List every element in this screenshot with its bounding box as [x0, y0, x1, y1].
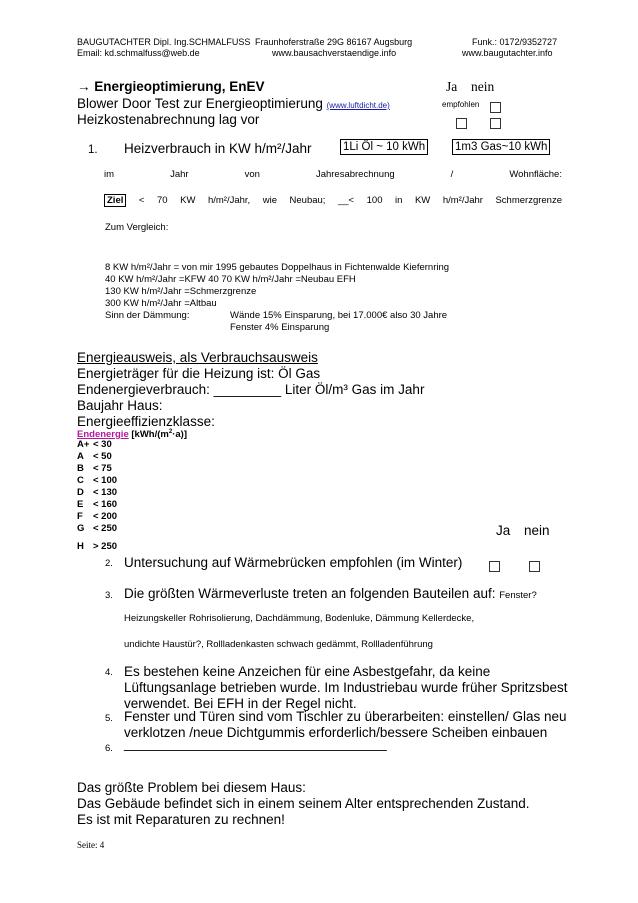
item-6-blank: ___________________________________ — [124, 736, 387, 751]
header-phone: Funk.: 0172/9352727 — [472, 37, 558, 47]
daemmung-fenster: Fenster 4% Einsparung — [230, 322, 330, 333]
waermebruecken-nein-checkbox[interactable] — [529, 558, 540, 576]
scale-class: F — [77, 511, 83, 522]
summary-line-2: Das Gebäude befindet sich in einem seinem Alter entsprechenden Zustand. — [77, 796, 530, 811]
word: im — [104, 169, 115, 180]
item-6-number: 6. — [105, 743, 113, 754]
unit-end: ·a)] — [172, 429, 187, 441]
waermebruecken-ja-checkbox[interactable] — [489, 558, 500, 576]
word: h/m²/Jahr, — [207, 195, 251, 206]
word: Neubau; — [289, 195, 326, 206]
nein-label: nein — [524, 523, 550, 538]
scale-row — [77, 439, 277, 451]
scale-class: H — [77, 541, 84, 552]
item-3-detail-2: undichte Haustür?, Rollladenkasten schwach gedämmt, Rollladenführung — [124, 639, 433, 650]
empfohlen-label: empfohlen — [442, 100, 480, 109]
word: von — [244, 169, 260, 180]
scale-value: < 100 — [93, 475, 118, 486]
item-2-text: Untersuchung auf Wärmebrücken empfohlen (im Winter) — [124, 555, 463, 570]
scale-value: < 130 — [93, 487, 118, 498]
ziel-label: Ziel — [104, 194, 126, 207]
daemmung-waende: Wände 15% Einsparung, bei 17.000€ also 30 Jahre — [230, 310, 448, 321]
item-1-number: 1. — [88, 144, 98, 156]
ziel-line — [104, 194, 562, 207]
item-3-number: 3. — [105, 590, 113, 601]
scale-value: > 250 — [93, 541, 118, 552]
scale-row — [77, 463, 277, 475]
scale-class: G — [77, 523, 85, 534]
endenergieverbrauch-line: Endenergieverbrauch: _________ Liter Öl/m³ Gas im Jahr — [77, 382, 425, 397]
item-5-number: 5. — [105, 713, 113, 724]
scale-class: E — [77, 499, 84, 510]
heizverbrauch-label: Heizverbrauch in KW h/m²/Jahr — [124, 141, 312, 156]
scale-class: C — [77, 475, 84, 486]
word: h/m²/Jahr — [442, 195, 483, 206]
energieausweis-title: Energieausweis, als Verbrauchsausweis — [77, 350, 318, 365]
unit-sup: 2 — [168, 429, 173, 435]
scale-row — [77, 499, 277, 511]
scale-row — [77, 541, 277, 553]
scale-class: A — [77, 451, 84, 462]
page-number: Seite: 4 — [77, 840, 105, 850]
comparison-line: 130 KW h/m²/Jahr =Schmerzgrenze — [105, 286, 257, 297]
comparison-line: 300 KW h/m²/Jahr =Altbau — [105, 298, 217, 309]
heizkosten-ja-checkbox[interactable] — [456, 115, 467, 133]
item-4-line-1: Es bestehen keine Anzeichen für eine Asbestgefahr, da keine — [124, 664, 491, 679]
header-company: BAUGUTACHTER Dipl. Ing.SCHMALFUSS — [77, 37, 251, 47]
gas-box: 1m3 Gas~10 kWh — [452, 139, 550, 155]
unit-text: [kWh/(m — [131, 429, 169, 441]
endenergie-link[interactable]: Endenergie — [77, 429, 129, 441]
word: 100 — [366, 195, 383, 206]
scale-value: < 30 — [93, 439, 112, 450]
word: __< — [337, 195, 355, 206]
item-4-line-2: Lüftungsanlage betrieben wurde. Im Industriebau wurde früher Spritzsbest — [124, 680, 568, 695]
word: / — [450, 169, 454, 180]
scale-row — [77, 487, 277, 499]
vergleich-label: Zum Vergleich: — [105, 222, 169, 233]
scale-row — [77, 511, 277, 523]
effizienzklasse-line: Energieeffizienzklasse: — [77, 414, 215, 429]
item-5-line-2: verklotzen /neue Dichtgummis erforderlich/bessere Scheiben einbauen — [124, 725, 548, 740]
header-website-mid: www.bausachverstaendige.info — [272, 48, 397, 58]
heizkosten-text: Heizkostenabrechnung lag vor — [77, 112, 260, 127]
energietraeger-line: Energieträger für die Heizung ist: Öl Gas — [77, 366, 321, 381]
comparison-line: 40 KW h/m²/Jahr =KFW 40 70 KW h/m²/Jahr =Neubau EFH — [105, 274, 356, 285]
scale-value: < 250 — [93, 523, 118, 534]
word: Schmerzgrenze — [495, 195, 562, 206]
header-email: Email: kd.schmalfuss@web.de — [77, 48, 200, 58]
scale-row — [77, 523, 277, 535]
blower-door-text: Blower Door Test zur Energieoptimierung — [77, 96, 323, 111]
section-title-energieoptimierung: → Energieoptimierung, EnEV — [77, 79, 265, 94]
oel-box: 1Li Öl ~ 10 kWh — [340, 139, 428, 155]
luftdicht-link[interactable]: (www.luftdicht.de) — [326, 101, 390, 110]
scale-class: B — [77, 463, 84, 474]
scale-class: D — [77, 487, 84, 498]
header-address: Fraunhoferstraße 29G 86167 Augsburg — [255, 37, 413, 47]
word: KW — [180, 195, 196, 206]
ja-label: Ja — [496, 523, 511, 538]
abrechnung-line — [104, 169, 562, 180]
scale-value: < 75 — [93, 463, 112, 474]
word: < — [138, 195, 145, 206]
nein-label: nein — [471, 79, 495, 94]
word: 70 — [157, 195, 168, 206]
word: wie — [262, 195, 277, 206]
word: Jahr — [170, 169, 189, 180]
ja-label: Ja — [446, 79, 458, 94]
word: Jahresabrechnung — [315, 169, 395, 180]
item-2-number: 2. — [105, 558, 113, 569]
efficiency-scale — [77, 439, 277, 553]
summary-line-1: Das größte Problem bei diesem Haus: — [77, 780, 306, 795]
baujahr-line: Baujahr Haus: — [77, 398, 163, 413]
word: Wohnfläche: — [509, 169, 562, 180]
item-3-text: Die größten Wärmeverluste treten an folgenden Bauteilen auf: — [124, 586, 496, 601]
scale-value: < 160 — [93, 499, 118, 510]
word: KW — [414, 195, 431, 206]
scale-class: A+ — [77, 439, 90, 450]
item-3-fenster: Fenster? — [499, 590, 537, 601]
item-4-number: 4. — [105, 667, 113, 678]
summary-line-3: Es ist mit Reparaturen zu rechnen! — [77, 812, 285, 827]
header-website-right: www.baugutachter.info — [462, 48, 553, 58]
item-5-line-1: Fenster und Türen sind vom Tischler zu überarbeiten: einstellen/ Glas neu — [124, 709, 567, 724]
scale-value: < 200 — [93, 511, 118, 522]
daemmung-label: Sinn der Dämmung: — [105, 310, 190, 321]
item-3-line — [124, 586, 537, 602]
word: in — [395, 195, 403, 206]
scale-row — [77, 451, 277, 463]
heizkosten-nein-checkbox[interactable] — [490, 115, 501, 133]
scale-row — [77, 475, 277, 487]
item-3-detail-1: Heizungskeller Rohrisolierung, Dachdämmung, Bodenluke, Dämmung Kellerdecke, — [124, 613, 475, 624]
item-4-line-3: verwendet. Bei EFH in der Regel nicht. — [124, 696, 357, 711]
comparison-line: 8 KW h/m²/Jahr = von mir 1995 gebautes Doppelhaus in Fichtenwalde Kiefernring — [105, 262, 450, 273]
scale-value: < 50 — [93, 451, 112, 462]
